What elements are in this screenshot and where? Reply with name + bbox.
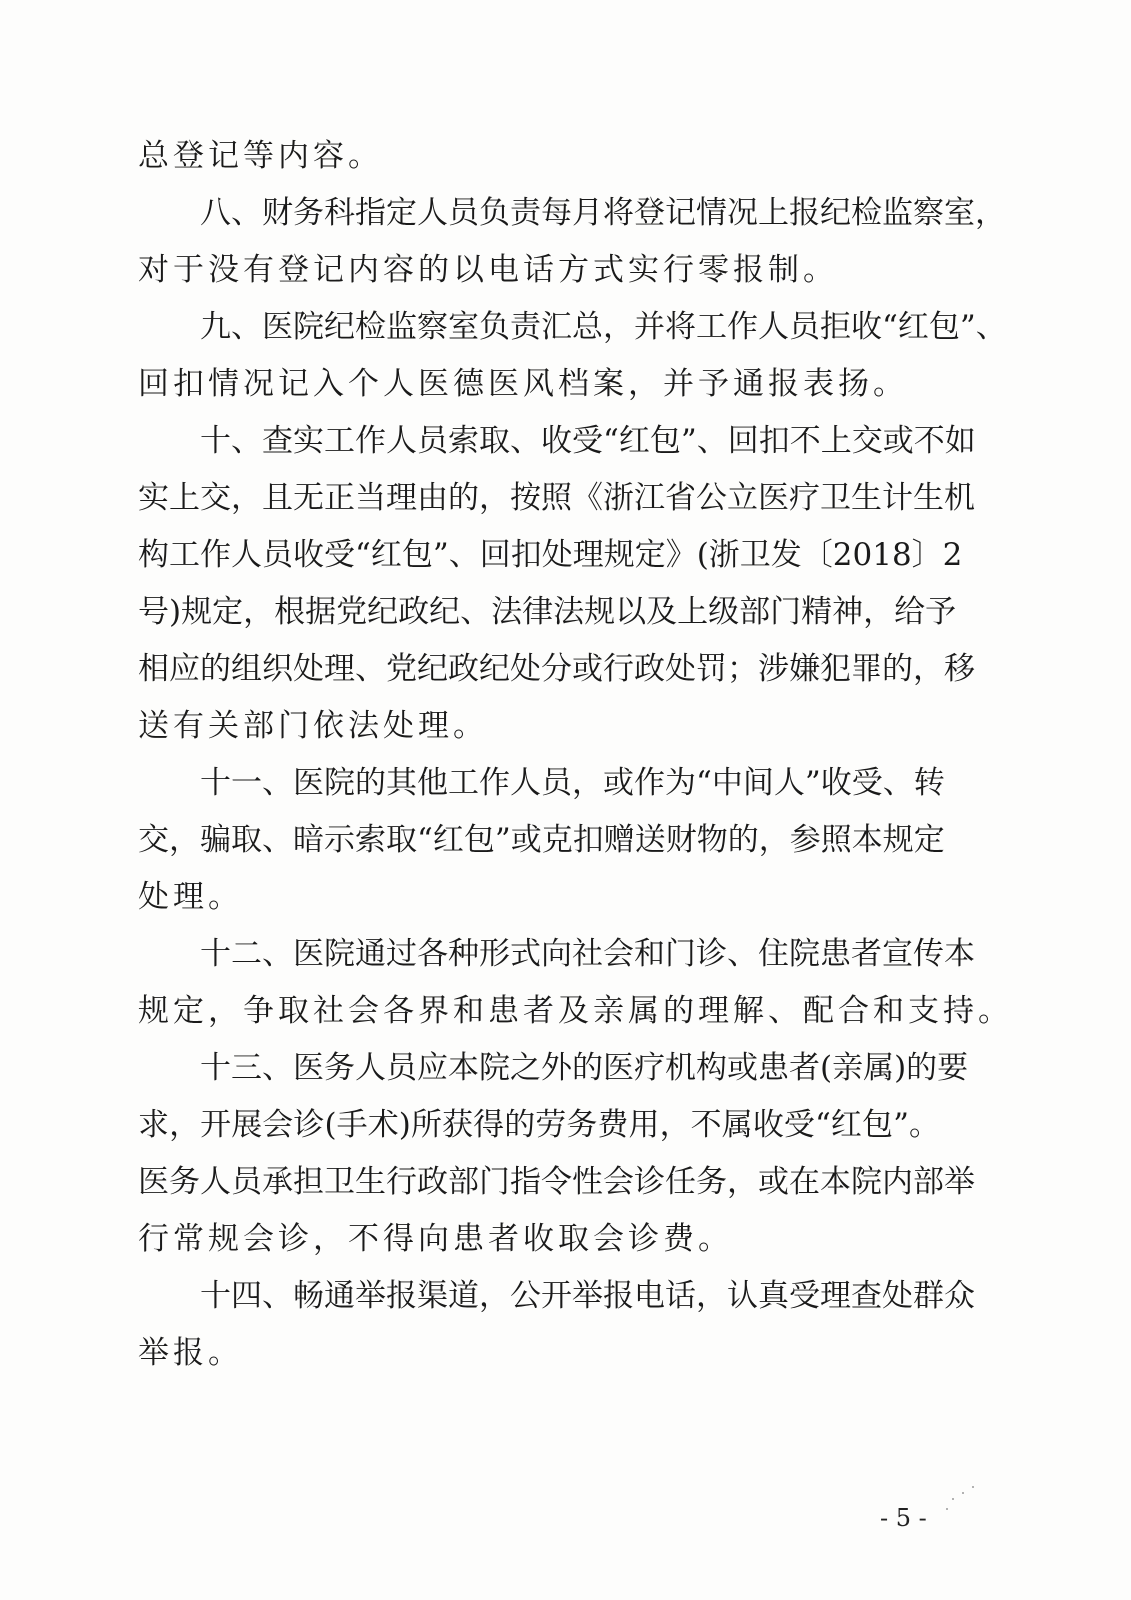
text-line: 相应的组织处理、党纪政纪处分或行政处罚；涉嫌犯罪的，移 [138,651,975,687]
text-line: 实上交，且无正当理由的，按照《浙江省公立医疗卫生计生机 [138,480,975,516]
scan-speck [952,1498,954,1500]
text-line: 求，开展会诊(手术)所获得的劳务费用，不属收受“红包”。 [138,1107,940,1143]
document-body [138,128,1013,1382]
text-line: 举报。 [138,1335,243,1371]
text-line: 处理。 [138,879,243,915]
paragraph-8-line: 八、财务科指定人员负责每月将登记情况上报纪检监察室， [200,195,1006,231]
paragraph-10-line: 十、查实工作人员索取、收受“红包”、回扣不上交或不如 [200,423,976,459]
text-line: 号)规定，根据党纪政纪、法律法规以及上级部门精神，给予 [138,594,957,630]
paragraph-13-line: 十三、医务人员应本院之外的医疗机构或患者(亲属)的要 [200,1050,969,1086]
text-line: 交，骗取、暗示索取“红包”或克扣赠送财物的，参照本规定 [138,822,945,858]
text-line: 送有关部门依法处理。 [138,708,488,744]
text-line: 对于没有登记内容的以电话方式实行零报制。 [138,252,838,288]
text-line: 总登记等内容。 [138,138,383,174]
text-line: 回扣情况记入个人医德医风档案，并予通报表扬。 [138,366,908,402]
paragraph-9-line: 九、医院纪检监察室负责汇总，并将工作人员拒收“红包”、 [200,309,1007,345]
page-number: - 5 - [880,1504,927,1532]
paragraph-14-line: 十四、畅通举报渠道，公开举报电话，认真受理查处群众 [200,1278,975,1314]
scan-speck [972,1486,974,1488]
text-line: 行常规会诊，不得向患者收取会诊费。 [138,1221,733,1257]
paragraph-11-line: 十一、医院的其他工作人员，或作为“中间人”收受、转 [200,765,945,801]
paragraph-12-line: 十二、医院通过各种形式向社会和门诊、住院患者宣传本 [200,936,975,972]
scan-speck [962,1492,964,1494]
text-line: 医务人员承担卫生行政部门指令性会诊任务，或在本院内部举 [138,1164,975,1200]
text-line: 规定，争取社会各界和患者及亲属的理解、配合和支持。 [138,993,1013,1029]
scan-speck [946,1508,948,1510]
text-line: 构工作人员收受“红包”、回扣处理规定》(浙卫发〔2018〕2 [138,537,963,573]
